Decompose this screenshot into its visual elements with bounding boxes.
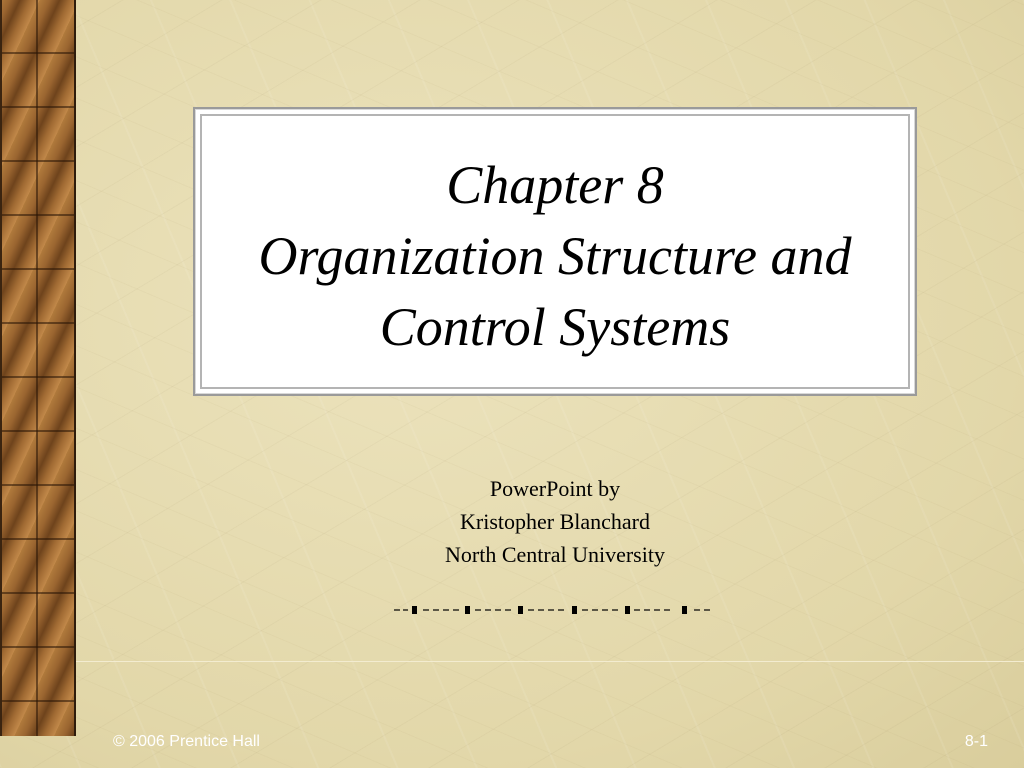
subtitle-line-university: North Central University	[445, 542, 665, 567]
footer-slide-number: 8-1	[964, 733, 988, 750]
title-line-org-structure: Organization Structure and	[258, 226, 852, 286]
title-line-control-systems: Control Systems	[379, 297, 731, 357]
title-line-chapter: Chapter 8	[446, 155, 664, 215]
dashed-ornament	[394, 604, 714, 616]
footer-divider	[76, 661, 1024, 662]
subtitle-line-author: Kristopher Blanchard	[460, 509, 650, 534]
slide-title	[195, 150, 915, 363]
wood-strip-decoration	[0, 0, 76, 736]
title-box	[193, 107, 917, 396]
subtitle-line-powerpoint-by: PowerPoint by	[489, 476, 621, 501]
footer-copyright: © 2006 Prentice Hall	[113, 733, 260, 750]
slide-subtitle	[330, 472, 780, 571]
